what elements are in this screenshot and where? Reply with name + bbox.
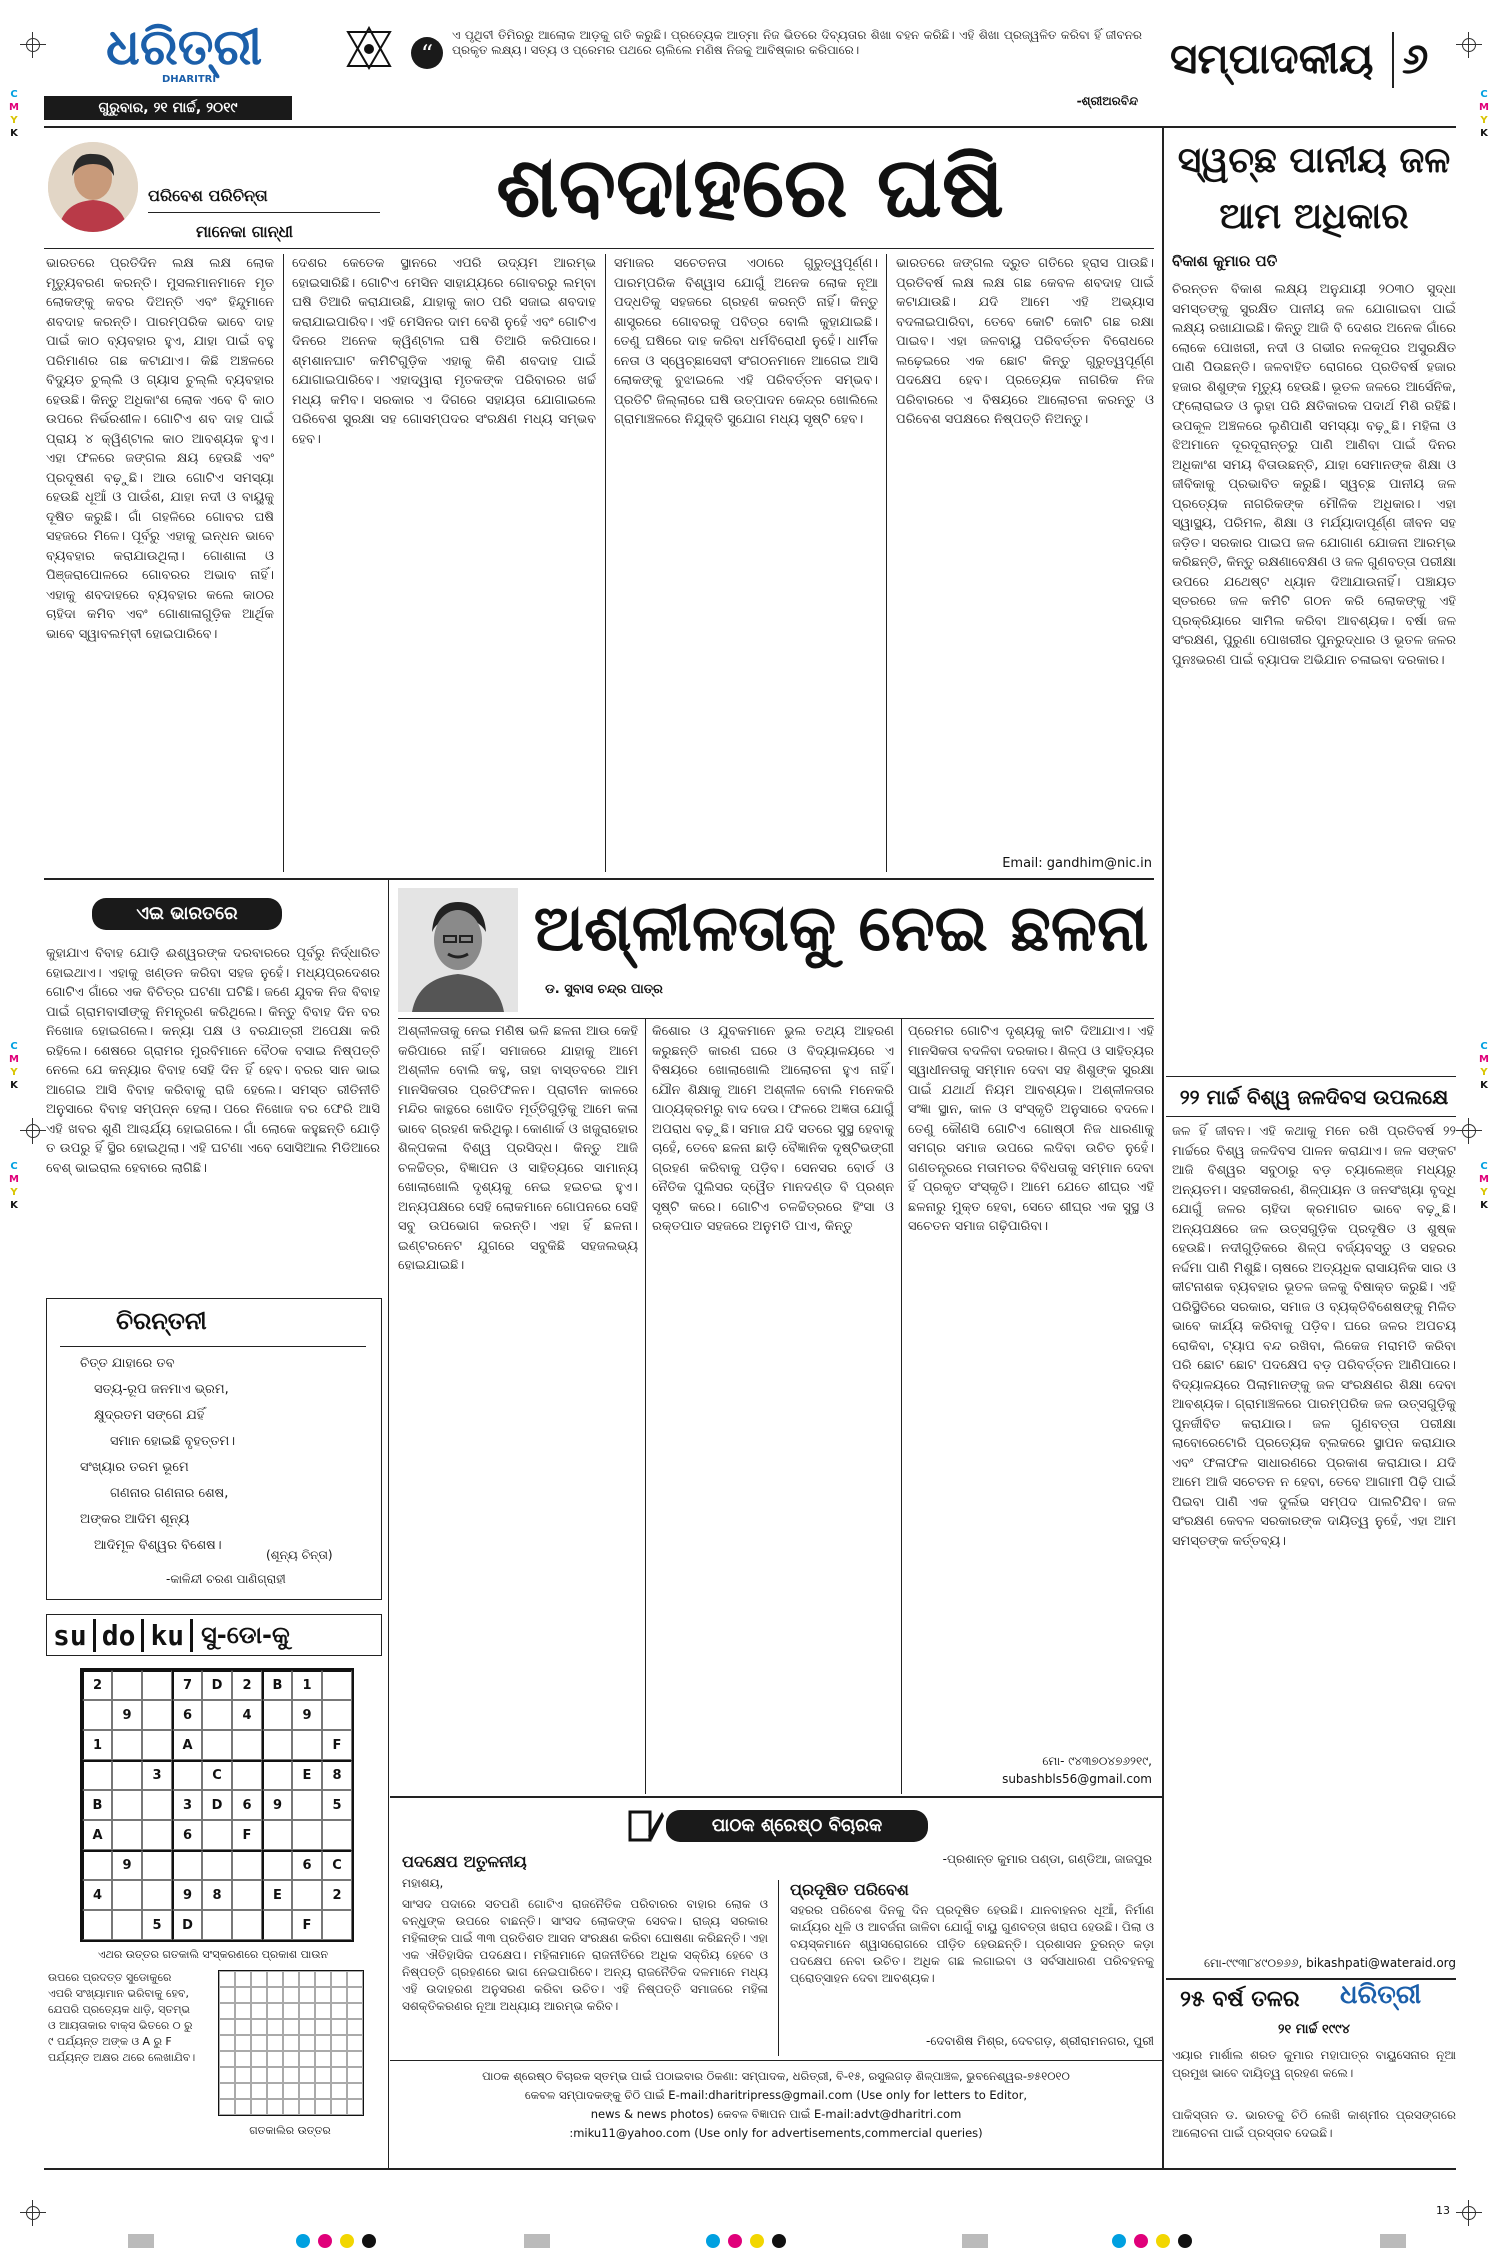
answer-cell xyxy=(219,2035,235,2051)
sudoku-cell[interactable]: F xyxy=(292,1910,322,1940)
print-page-number: 13 xyxy=(1436,2204,1450,2217)
cmyk-marker: C M Y K xyxy=(9,1161,19,1211)
answer-cell xyxy=(283,2003,299,2019)
page-number: ୬ xyxy=(1402,34,1429,83)
sudoku-cell[interactable]: 3 xyxy=(172,1790,202,1820)
cmyk-marker: C M Y K xyxy=(1479,89,1489,139)
twenty-five-years-date: ୨୧ ମାର୍ଚ୍ଚ ୧୯୯୪ xyxy=(1278,2022,1350,2037)
cyan-swatch xyxy=(296,2234,310,2248)
sudoku-cell[interactable] xyxy=(112,1820,142,1850)
sudoku-cell[interactable] xyxy=(232,1760,262,1790)
second-article-contact: ମୋ- ୯୪୩୭୦୪୭୬୨୧୯, xyxy=(1042,1754,1152,1768)
answer-cell xyxy=(235,2067,251,2083)
edition-date: ଗୁରୁବାର, ୨୧ ମାର୍ଚ୍ଚ, ୨୦୧୯ xyxy=(98,100,238,116)
answer-cell xyxy=(299,1971,315,1987)
sudoku-cell[interactable] xyxy=(82,1760,112,1790)
answer-cell xyxy=(331,2099,347,2115)
sudoku-footer: ଏଥର ଉତ୍ତର ଗତକାଲି ସଂସ୍କରଣରେ ପ୍ରକାଶ ପାଉନ xyxy=(97,1948,329,1961)
answer-cell xyxy=(315,2099,331,2115)
answer-cell xyxy=(267,2067,283,2083)
answer-cell xyxy=(299,2067,315,2083)
magenta-swatch xyxy=(1134,2234,1148,2248)
answer-cell xyxy=(267,2019,283,2035)
pathaka-heading: ପାଠକ ଶ୍ରେଷ୍ଠ ବିଚାରକ xyxy=(666,1810,928,1842)
sudoku-cell[interactable]: 9 xyxy=(262,1790,292,1820)
newspaper-logo-sub: DHARITRI xyxy=(162,74,217,85)
answer-cell xyxy=(235,2099,251,2115)
answer-cell xyxy=(235,2051,251,2067)
sudoku-cell[interactable] xyxy=(292,1820,322,1850)
answer-cell xyxy=(283,2019,299,2035)
answer-cell xyxy=(283,2051,299,2067)
answer-cell xyxy=(267,2035,283,2051)
answer-cell xyxy=(331,2035,347,2051)
sudoku-cell[interactable] xyxy=(262,1760,292,1790)
answer-cell xyxy=(299,2051,315,2067)
pen-icon xyxy=(626,1806,666,1846)
poem-line: ଅଙ୍କର ଆଦିମ ଶୂନ୍ୟ xyxy=(80,1512,190,1527)
main-article-col-1: ଭାରତରେ ପ୍ରତିଦିନ ଲକ୍ଷ ଲକ୍ଷ ଲୋକ ମୃତ୍ୟୁବରଣ କରନ୍ତି। ମୁସଲମାନମାନେ ମୃତ ଲୋକଙ୍କୁ କବର ଦିଅନ୍ତି ଏବଂ ହିନ୍ଦୁମାନେ ଶବଦାହ କରନ୍ତି। ପାରମ୍ପରିକ ଭାବେ ଦାହ ପାଇଁ କାଠ ବ୍ୟବହାର ହୁଏ, ଯାହା ପାଇଁ ବହୁ ପରିମାଣର ଗଛ କଟାଯାଏ। କିଛି ଅଞ୍ଚଳରେ ବିଦ୍ୟୁତ ଚୁଲ୍ଲି ଓ ଗ୍ୟାସ ଚୁଲ୍ଲି ବ୍ୟବହାର ହେଉଛି। କିନ୍ତୁ ଅଧିକାଂଶ ଲୋକ ଏବେ ବି କାଠ ଉପରେ ନିର୍ଭରଶୀଳ। ଗୋଟିଏ ଶବ ଦାହ ପାଇଁ ପ୍ରାୟ ୪ କ୍ୱିଣ୍ଟାଲ କାଠ ଆବଶ୍ୟକ ହୁଏ। ଏହା ଫଳରେ ଜଙ୍ଗଲ କ୍ଷୟ ହେଉଛି ଏବଂ ପ୍ରଦୂଷଣ ବଢ଼ୁଛି। ଆଉ ଗୋଟିଏ ସମସ୍ୟା ହେଉଛି ଧୂଆଁ ଓ ପାଉଁଶ, ଯାହା ନଦୀ ଓ ବାୟୁକୁ ଦୂଷିତ କରୁଛି। ଗାଁ ଗହଳିରେ ଗୋବର ଘଷି ସହଜରେ ମିଳେ। ପୂର୍ବରୁ ଏହାକୁ ଇନ୍ଧନ ଭାବେ ବ୍ୟବହାର କରାଯାଉଥିଲା। ଗୋଶାଳା ଓ ପିଞ୍ଜରାପୋଳରେ ଗୋବରର ଅଭାବ ନାହିଁ। ଏହାକୁ ଶବଦାହରେ ବ୍ୟବହାର କଲେ କାଠର ଚାହିଦା କମିବ ଏବଂ ଗୋଶାଳାଗୁଡ଼ିକ ଆର୍ଥିକ ଭାବେ ସ୍ୱାବଲମ୍ବୀ ହୋଇପାରିବେ। xyxy=(46,256,274,642)
registration-mark xyxy=(20,1118,46,1144)
sudoku-cell[interactable]: 1 xyxy=(82,1730,112,1760)
answer-cell xyxy=(251,2019,267,2035)
sudoku-cell[interactable] xyxy=(142,1880,172,1910)
main-article-email: Email: gandhim@nic.in xyxy=(1002,856,1152,871)
letter-1-title: ପଦକ୍ଷେପ ଅତୁଳନୀୟ xyxy=(402,1852,527,1871)
daily-quote-author: -ଶ୍ରୀଅରବିନ୍ଦ xyxy=(1076,94,1138,108)
sudoku-cell[interactable]: 1 xyxy=(292,1670,322,1700)
answer-cell xyxy=(315,1987,331,2003)
second-article-email: subashbls56@gmail.com xyxy=(1002,1772,1152,1786)
sudoku-cell[interactable] xyxy=(292,1880,322,1910)
answer-cell xyxy=(251,1971,267,1987)
masthead xyxy=(44,18,1456,128)
cmyk-marker: C M Y K xyxy=(1479,1161,1489,1211)
answer-cell xyxy=(299,2019,315,2035)
answer-cell xyxy=(219,2019,235,2035)
answer-cell xyxy=(347,2051,363,2067)
sudoku-cell[interactable]: D xyxy=(202,1670,232,1700)
sudoku-cell[interactable] xyxy=(112,1670,142,1700)
sudoku-title-ku: ku xyxy=(144,1619,193,1652)
author-photo xyxy=(398,888,518,1012)
cmyk-marker: C M Y K xyxy=(9,1041,19,1091)
sudoku-cell[interactable] xyxy=(262,1700,292,1730)
poem-line: ଚିତ୍ତ ଯାହାରେ ତବ xyxy=(80,1356,175,1371)
answer-cell xyxy=(251,2083,267,2099)
registration-mark xyxy=(1456,2200,1482,2226)
answer-cell xyxy=(251,2067,267,2083)
answer-cell xyxy=(347,2035,363,2051)
star-emblem-icon xyxy=(342,26,396,70)
sudoku-title xyxy=(46,1614,382,1656)
sudoku-answer-label: ଗତକାଲିର ଉତ୍ତର xyxy=(249,2124,331,2137)
letter-1-body: ସାଂସଦ ପଦାରେ ସତପଣି ଗୋଟିଏ ରାଜନୈତିକ ପରିବାରର ବାହାର ଲୋକ ଓ ବନ୍ଧୁଙ୍କ ଉପରେ ବାଛନ୍ତି। ସାଂସଦ ଲୋକଙ୍କ ସେବକ। ରାଜ୍ୟ ସରକାର ମହିଳାଙ୍କ ପାଇଁ ୩୩ ପ୍ରତିଶତ ଆସନ ସଂରକ୍ଷଣ କରିବା ଘୋଷଣା କରିଛନ୍ତି। ଏହା ଏକ ଐତିହାସିକ ପଦକ୍ଷେପ। ମହିଳାମାନେ ରାଜନୀତିରେ ଅଧିକ ସକ୍ରିୟ ହେବେ ଓ ନିଷ୍ପତ୍ତି ଗ୍ରହଣରେ ଭାଗ ନେଇପାରିବେ। ଅନ୍ୟ ରାଜନୈତିକ ଦଳମାନେ ମଧ୍ୟ ଏହି ଉଦାହରଣ ଅନୁସରଣ କରିବା ଉଚିତ। ଏହି ନିଷ୍ପତ୍ତି ସମାଜରେ ମହିଳା ସଶକ୍ତିକରଣର ନୂଆ ଅଧ୍ୟାୟ ଆରମ୍ଭ କରିବ। xyxy=(402,1897,768,2013)
poem-line: ଆଦିମୂଳ ବିଶ୍ୱର ବିଶେଷ। xyxy=(94,1538,222,1553)
sudoku-cell[interactable]: E xyxy=(292,1760,322,1790)
chirantani-heading: ଚିରନ୍ତନୀ xyxy=(116,1306,207,1335)
sudoku-cell[interactable] xyxy=(232,1850,262,1880)
sudoku-cell[interactable]: C xyxy=(202,1760,232,1790)
sudoku-cell[interactable] xyxy=(142,1790,172,1820)
sudoku-cell[interactable] xyxy=(112,1910,142,1940)
sudoku-cell[interactable]: 8 xyxy=(322,1760,352,1790)
answer-cell xyxy=(299,2003,315,2019)
poem-source: (ଶୂନ୍ୟ ଚିନ୍ତା) xyxy=(266,1548,333,1562)
answer-cell xyxy=(331,2051,347,2067)
sudoku-cell[interactable] xyxy=(202,1910,232,1940)
sudoku-cell[interactable]: 9 xyxy=(292,1700,322,1730)
answer-cell xyxy=(267,2083,283,2099)
answer-cell xyxy=(331,1971,347,1987)
answer-cell xyxy=(251,2099,267,2115)
answer-cell xyxy=(315,2003,331,2019)
sudoku-cell[interactable] xyxy=(82,1700,112,1730)
sudoku-cell[interactable]: 5 xyxy=(142,1910,172,1940)
answer-cell xyxy=(267,1987,283,2003)
poem-line: ସଂଖ୍ୟାର ତରମ ଭୂମେ xyxy=(80,1460,189,1475)
poem-line: ସମାନ ହୋଇଛି ବୃହତ୍ତମ। xyxy=(110,1434,236,1449)
side-article-body: ଚିରନ୍ତନ ବିକାଶ ଲକ୍ଷ୍ୟ ଅନୁଯାୟୀ ୨୦୩୦ ସୁଦ୍ଧା ସମସ୍ତଙ୍କୁ ସୁରକ୍ଷିତ ପାନୀୟ ଜଳ ଯୋଗାଇବା ପାଇଁ ଲକ୍ଷ୍ୟ ରଖାଯାଇଛି। କିନ୍ତୁ ଆଜି ବି ଦେଶର ଅନେକ ଗାଁରେ ଲୋକେ ପୋଖରୀ, ନଦୀ ଓ ଗଭୀର ନଳକୂପର ଅସୁରକ୍ଷିତ ପାଣି ପିଉଛନ୍ତି। ଜଳବାହିତ ରୋଗରେ ପ୍ରତିବର୍ଷ ହଜାର ହଜାର ଶିଶୁଙ୍କ ମୃତ୍ୟୁ ହେଉଛି। ଭୂତଳ ଜଳରେ ଆର୍ସେନିକ, ଫ୍ଲୋରାଇଡ ଓ ଲୁହା ପରି କ୍ଷତିକାରକ ପଦାର୍ଥ ମିଶି ରହିଛି। ଉପକୂଳ ଅଞ୍ଚଳରେ ଲୁଣିପାଣି ସମସ୍ୟା ବଢ଼ୁଛି। ମହିଳା ଓ ଝିଅମାନେ ଦୂରଦୂରାନ୍ତରୁ ପାଣି ଆଣିବା ପାଇଁ ଦିନର ଅଧିକାଂଶ ସମୟ ବିତାଉଛନ୍ତି, ଯାହା ସେମାନଙ୍କ ଶିକ୍ଷା ଓ ଜୀବିକାକୁ ପ୍ରଭାବିତ କରୁଛି। ସ୍ୱଚ୍ଛ ପାନୀୟ ଜଳ ପ୍ରତ୍ୟେକ ନାଗରିକଙ୍କ ମୌଳିକ ଅଧିକାର। ଏହା ସ୍ୱାସ୍ଥ୍ୟ, ପରିମଳ, ଶିକ୍ଷା ଓ ମର୍ଯ୍ୟାଦାପୂର୍ଣ୍ଣ ଜୀବନ ସହ ଜଡ଼ିତ। ସରକାର ପାଇପ ଜଳ ଯୋଗାଣ ଯୋଜନା ଆରମ୍ଭ କରିଛନ୍ତି, କିନ୍ତୁ ରକ୍ଷଣାବେକ୍ଷଣ ଓ ଜଳ ଗୁଣବତ୍ତା ପରୀକ୍ଷା ଉପରେ ଯଥେଷ୍ଟ ଧ୍ୟାନ ଦିଆଯାଉନାହିଁ। ପଞ୍ଚାୟତ ସ୍ତରରେ ଜଳ କମିଟି ଗଠନ କରି ଲୋକଙ୍କୁ ଏହି ପ୍ରକ୍ରିୟାରେ ସାମିଲ କରିବା ଆବଶ୍ୟକ। ବର୍ଷା ଜଳ ସଂରକ୍ଷଣ, ପୁରୁଣା ପୋଖରୀର ପୁନରୁଦ୍ଧାର ଓ ଭୂତଳ ଜଳର ପୁନଃଭରଣ ପାଇଁ ବ୍ୟାପକ ଅଭିଯାନ ଚଳାଇବା ଦରକାର। xyxy=(1172,282,1456,668)
answer-cell xyxy=(331,1987,347,2003)
sudoku-cell[interactable]: A xyxy=(82,1820,112,1850)
sudoku-cell[interactable] xyxy=(82,1850,112,1880)
main-article-col-4: ଭାରତରେ ଜଙ୍ଗଲ ଦ୍ରୁତ ଗତିରେ ହ୍ରାସ ପାଉଛି। ପ୍ରତିବର୍ଷ ଲକ୍ଷ ଲକ୍ଷ ଗଛ କେବଳ ଶବଦାହ ପାଇଁ କଟାଯାଉଛି। ଯଦି ଆମେ ଏହି ଅଭ୍ୟାସ ବଦଳାଇପାରିବା, ତେବେ କୋଟି କୋଟି ଗଛ ରକ୍ଷା ପାଇବ। ଏହା ଜଳବାୟୁ ପରିବର୍ତ୍ତନ ବିରୋଧରେ ଲଢ଼େଇରେ ଏକ ଛୋଟ କିନ୍ତୁ ଗୁରୁତ୍ୱପୂର୍ଣ୍ଣ ପଦକ୍ଷେପ ହେବ। ପ୍ରତ୍ୟେକ ନାଗରିକ ନିଜ ପରିବାରରେ ଏ ବିଷୟରେ ଆଲୋଚନା କରନ୍ତୁ ଓ ପରିବେଶ ସପକ୍ଷରେ ନିଷ୍ପତ୍ତି ନିଅନ୍ତୁ। xyxy=(896,256,1154,427)
sudoku-cell[interactable]: 6 xyxy=(172,1820,202,1850)
sudoku-cell[interactable]: 9 xyxy=(172,1880,202,1910)
registration-mark xyxy=(1456,32,1482,58)
answer-cell xyxy=(315,2051,331,2067)
answer-cell xyxy=(347,2003,363,2019)
sudoku-cell[interactable] xyxy=(172,1850,202,1880)
answer-cell xyxy=(251,1987,267,2003)
answer-cell xyxy=(315,2019,331,2035)
sudoku-cell[interactable]: 8 xyxy=(202,1880,232,1910)
answer-cell xyxy=(251,2051,267,2067)
sudoku-cell[interactable] xyxy=(322,1700,352,1730)
sudoku-cell[interactable]: 6 xyxy=(232,1790,262,1820)
sudoku-cell[interactable] xyxy=(112,1880,142,1910)
twenty-five-years-logo: ଧରିତ୍ରୀ xyxy=(1340,1980,1422,2010)
answer-cell xyxy=(315,1971,331,1987)
cmyk-marker: C M Y K xyxy=(1479,1041,1489,1091)
main-article-col-3: ସମାଜର ସଚେତନତା ଏଠାରେ ଗୁରୁତ୍ୱପୂର୍ଣ୍ଣ। ପାରମ୍ପରିକ ବିଶ୍ୱାସ ଯୋଗୁଁ ଅନେକ ଲୋକ ନୂଆ ପଦ୍ଧତିକୁ ସହଜରେ ଗ୍ରହଣ କରନ୍ତି ନାହିଁ। କିନ୍ତୁ ଶାସ୍ତ୍ରରେ ଗୋବରକୁ ପବିତ୍ର ବୋଲି କୁହାଯାଇଛି। ତେଣୁ ଘଷିରେ ଦାହ କରିବା ଧର୍ମବିରୋଧୀ ନୁହେଁ। ଧାର୍ମିକ ନେତା ଓ ସ୍ୱେଚ୍ଛାସେବୀ ସଂଗଠନମାନେ ଆଗେଇ ଆସି ଲୋକଙ୍କୁ ବୁଝାଇଲେ ଏହି ପରିବର୍ତ୍ତନ ସମ୍ଭବ। ପ୍ରତିଟି ଜିଲ୍ଲାରେ ଘଷି ଉତ୍ପାଦନ କେନ୍ଦ୍ର ଖୋଲିଲେ ଗ୍ରାମାଞ୍ଚଳରେ ନିଯୁକ୍ତି ସୁଯୋଗ ମଧ୍ୟ ସୃଷ୍ଟି ହେବ। xyxy=(614,256,878,427)
side-headline-line2: ଆମ ଅଧିକାର xyxy=(1219,195,1409,237)
sudoku-cell[interactable]: E xyxy=(262,1880,292,1910)
sudoku-cell[interactable] xyxy=(112,1790,142,1820)
grey-patch xyxy=(128,2234,154,2248)
ei-bharatre-heading: ଏଇ ଭାରତରେ xyxy=(92,898,282,930)
answer-cell xyxy=(347,2083,363,2099)
black-swatch xyxy=(772,2234,786,2248)
answer-cell xyxy=(331,2019,347,2035)
side-contact: ମୋ-୯୯୩୮୪୯୦୭୬୬, bikashpati@wateraid.org xyxy=(1204,1956,1456,1970)
sudoku-cell[interactable] xyxy=(202,1730,232,1760)
water-day-heading: ୨୨ ମାର୍ଚ୍ଚ ବିଶ୍ୱ ଜଳଦିବସ ଉପଲକ୍ଷେ xyxy=(1179,1085,1449,1109)
black-swatch xyxy=(362,2234,376,2248)
grey-patch xyxy=(524,2234,550,2248)
letter-1-sign: -ପ୍ରଶାନ୍ତ କୁମାର ପଣ୍ଡା, ଗଣ୍ଡିଆ, ଜାଜପୁର xyxy=(942,1852,1152,1866)
sudoku-cell[interactable] xyxy=(202,1700,232,1730)
ei-bharatre-body: କୁହାଯାଏ ବିବାହ ଯୋଡ଼ି ଈଶ୍ୱରଙ୍କ ଦରବାରରେ ପୂର୍ବରୁ ନିର୍ଦ୍ଧାରିତ ହୋଇଥାଏ। ଏହାକୁ ଖଣ୍ଡନ କରିବା ସହଜ ନୁହେଁ। ମଧ୍ୟପ୍ରଦେଶର ଗୋଟିଏ ଗାଁରେ ଏକ ବିଚିତ୍ର ଘଟଣା ଘଟିଛି। ଜଣେ ଯୁବକ ନିଜ ବିବାହ ପାଇଁ ଗ୍ରାମବାସୀଙ୍କୁ ନିମନ୍ତ୍ରଣ କରିଥିଲେ। କିନ୍ତୁ ବିବାହ ଦିନ ବର ନିଖୋଜ ହୋଇଗଲେ। କନ୍ୟା ପକ୍ଷ ଓ ବରଯାତ୍ରୀ ଅପେକ୍ଷା କରି ରହିଲେ। ଶେଷରେ ଗ୍ରାମର ମୁରବିମାନେ ବୈଠକ ବସାଇ ନିଷ୍ପତ୍ତି ନେଲେ ଯେ କନ୍ୟାର ବିବାହ ସେହି ଦିନ ହିଁ ହେବ। ବରର ସାନ ଭାଇ ଆଗେଇ ଆସି ବିବାହ କରିବାକୁ ରାଜି ହେଲେ। ସମସ୍ତ ରୀତିନୀତି ଅନୁସାରେ ବିବାହ ସମ୍ପନ୍ନ ହେଲା। ପରେ ନିଖୋଜ ବର ଫେରି ଆସି ଏହି ଖବର ଶୁଣି ଆଶ୍ଚର୍ଯ୍ୟ ହୋଇଗଲେ। ଗାଁ ଲୋକେ କହୁଛନ୍ତି ଯୋଡ଼ି ତ ଉପରୁ ହିଁ ସ୍ଥିର ହୋଇଥିଲା। ଏହି ଘଟଣା ଏବେ ସୋସିଆଲ ମିଡିଆରେ ବେଶ୍ ଭାଇରାଲ ହେବାରେ ଲାଗିଛି। xyxy=(46,946,380,1176)
poem-line: କ୍ଷୁଦ୍ରତମ ସଙ୍ଗେ ଯହିଁ xyxy=(94,1408,205,1423)
sudoku-cell[interactable] xyxy=(202,1850,232,1880)
answer-cell xyxy=(267,2051,283,2067)
answer-cell xyxy=(267,2003,283,2019)
twenty-five-years-item: ପାକିସ୍ତାନ ଡ. ଭାରତକୁ ଚିଠି ଲେଖି କାଶ୍ମୀର ପ୍ରସଙ୍ଗରେ ଆଲୋଚନା ପାଇଁ ପ୍ରସ୍ତାବ ଦେଇଛି। xyxy=(1172,2108,1456,2140)
magenta-swatch xyxy=(318,2234,332,2248)
sudoku-title-do: do xyxy=(96,1619,145,1652)
black-swatch xyxy=(1178,2234,1192,2248)
answer-cell xyxy=(283,2083,299,2099)
sudoku-cell[interactable]: B xyxy=(262,1670,292,1700)
cyan-swatch xyxy=(706,2234,720,2248)
answer-cell xyxy=(251,2035,267,2051)
sudoku-cell[interactable]: 7 xyxy=(172,1670,202,1700)
answer-cell xyxy=(347,2099,363,2115)
magenta-swatch xyxy=(728,2234,742,2248)
answer-cell xyxy=(219,2051,235,2067)
sudoku-cell[interactable] xyxy=(112,1760,142,1790)
sudoku-cell[interactable] xyxy=(262,1730,292,1760)
answer-cell xyxy=(219,2067,235,2083)
registration-mark xyxy=(1456,1118,1482,1144)
grey-patch xyxy=(1380,2234,1406,2248)
sudoku-cell[interactable]: 4 xyxy=(232,1700,262,1730)
answer-cell xyxy=(283,2035,299,2051)
sudoku-cell[interactable] xyxy=(262,1820,292,1850)
sudoku-cell[interactable] xyxy=(292,1730,322,1760)
water-day-body: ଜଳ ହିଁ ଜୀବନ। ଏହି କଥାକୁ ମନେ ରଖି ପ୍ରତିବର୍ଷ ୨୨ ମାର୍ଚ୍ଚରେ ବିଶ୍ୱ ଜଳଦିବସ ପାଳନ କରାଯାଏ। ଜଳ ସଙ୍କଟ ଆଜି ବିଶ୍ୱର ସବୁଠାରୁ ବଡ଼ ଚ୍ୟାଲେଞ୍ଜ ମଧ୍ୟରୁ ଅନ୍ୟତମ। ସହରୀକରଣ, ଶିଳ୍ପାୟନ ଓ ଜନସଂଖ୍ୟା ବୃଦ୍ଧି ଯୋଗୁଁ ଜଳର ଚାହିଦା କ୍ରମାଗତ ଭାବେ ବଢ଼ୁଛି। ଅନ୍ୟପକ୍ଷରେ ଜଳ ଉତ୍ସଗୁଡ଼ିକ ପ୍ରଦୂଷିତ ଓ ଶୁଷ୍କ ହେଉଛି। ନଦୀଗୁଡ଼ିକରେ ଶିଳ୍ପ ବର୍ଜ୍ୟବସ୍ତୁ ଓ ସହରର ନର୍ଦ୍ଦମା ପାଣି ମିଶୁଛି। ଚାଷରେ ଅତ୍ୟଧିକ ରାସାୟନିକ ସାର ଓ କୀଟନାଶକ ବ୍ୟବହାର ଭୂତଳ ଜଳକୁ ବିଷାକ୍ତ କରୁଛି। ଏହି ପରିସ୍ଥିତିରେ ସରକାର, ସମାଜ ଓ ବ୍ୟକ୍ତିବିଶେଷଙ୍କୁ ମିଳିତ ଭାବେ କାର୍ଯ୍ୟ କରିବାକୁ ପଡ଼ିବ। ଘରେ ଜଳର ଅପଚୟ ରୋକିବା, ଟ୍ୟାପ ବନ୍ଦ ରଖିବା, ଲିକେଜ ମରାମତି କରିବା ପରି ଛୋଟ ଛୋଟ ପଦକ୍ଷେପ ବଡ଼ ପରିବର୍ତ୍ତନ ଆଣିପାରେ। ବିଦ୍ୟାଳୟରେ ପିଲାମାନଙ୍କୁ ଜଳ ସଂରକ୍ଷଣର ଶିକ୍ଷା ଦେବା ଆବଶ୍ୟକ। ଗ୍ରାମାଞ୍ଚଳରେ ପାରମ୍ପରିକ ଜଳ ଉତ୍ସଗୁଡ଼ିକୁ ପୁନର୍ଜୀବିତ କରାଯାଉ। ଜଳ ଗୁଣବତ୍ତା ପରୀକ୍ଷା ଲାବୋରେଟୋରି ପ୍ରତ୍ୟେକ ବ୍ଲକରେ ସ୍ଥାପନ କରାଯାଉ ଏବଂ ଫଳାଫଳ ସାଧାରଣରେ ପ୍ରକାଶ କରାଯାଉ। ଯଦି ଆମେ ଆଜି ସଚେତନ ନ ହେବା, ତେବେ ଆଗାମୀ ପିଢ଼ି ପାଇଁ ପିଇବା ପାଣି ଏକ ଦୁର୍ଲଭ ସମ୍ପଦ ପାଲଟିଯିବ। ଜଳ ସଂରକ୍ଷଣ କେବଳ ସରକାରଙ୍କ ଦାୟିତ୍ୱ ନୁହେଁ, ଏହା ଆମ ସମସ୍ତଙ୍କ କର୍ତ୍ତବ୍ୟ। xyxy=(1172,1124,1456,1549)
answer-cell xyxy=(315,2083,331,2099)
answer-cell xyxy=(347,1987,363,2003)
cyan-swatch xyxy=(1112,2234,1126,2248)
answer-cell xyxy=(331,2003,347,2019)
poem-line: ସତ୍ୟ-ରୂପ ଜନମାଏ ଭ୍ରମ, xyxy=(94,1382,229,1397)
answer-cell xyxy=(347,1971,363,1987)
poem-line: ଗଣନାର ଗଣନାର ଶେଷ, xyxy=(110,1486,229,1501)
answer-cell xyxy=(235,1971,251,1987)
sudoku-cell[interactable] xyxy=(232,1880,262,1910)
answer-cell xyxy=(235,2003,251,2019)
second-author: ଡ. ସୁବାସ ଚନ୍ଦ୍ର ପାତ୍ର xyxy=(545,982,663,997)
sudoku-cell[interactable]: 9 xyxy=(112,1850,142,1880)
pathaka-footer-3: news & news photos) କେବଳ ବିଜ୍ଞାପନ ପାଇଁ E-mail:advt@dharitri.com xyxy=(590,2107,962,2121)
sudoku-cell[interactable]: D xyxy=(202,1790,232,1820)
yellow-swatch xyxy=(1156,2234,1170,2248)
grey-patch xyxy=(962,2234,988,2248)
answer-cell xyxy=(299,1987,315,2003)
newspaper-logo: ଧରିତ୍ରୀ xyxy=(106,17,263,76)
answer-cell xyxy=(235,2083,251,2099)
sudoku-cell[interactable] xyxy=(232,1730,262,1760)
registration-mark xyxy=(20,32,46,58)
sudoku-cell[interactable]: D xyxy=(172,1910,202,1940)
sudoku-cell[interactable] xyxy=(82,1910,112,1940)
letter-2-sign: -ଦେବାଶିଷ ମିଶ୍ର, ଦେବଗଡ଼, ଶ୍ରୀରାମନଗର, ପୁରୀ xyxy=(926,2034,1154,2048)
yellow-swatch xyxy=(750,2234,764,2248)
sudoku-cell[interactable] xyxy=(292,1790,322,1820)
answer-cell xyxy=(315,2067,331,2083)
sudoku-cell[interactable] xyxy=(142,1820,172,1850)
answer-cell xyxy=(219,1971,235,1987)
answer-cell xyxy=(219,2099,235,2115)
answer-cell xyxy=(283,1987,299,2003)
second-article-col-1: ଅଶ୍ଳୀଳତାକୁ ନେଇ ମଣିଷ ଭଳି ଛଳନା ଆଉ କେହି କରିପାରେ ନାହିଁ। ସମାଜରେ ଯାହାକୁ ଆମେ ଅଶ୍ଳୀଳ ବୋଲି କହୁ, ତାହା ବାସ୍ତବରେ ଆମ ମାନସିକତାର ପ୍ରତିଫଳନ। ପ୍ରାଚୀନ କାଳରେ ମନ୍ଦିର କାନ୍ଥରେ ଖୋଦିତ ମୂର୍ତ୍ତିଗୁଡ଼ିକୁ ଆମେ କଳା ଭାବେ ଗ୍ରହଣ କରିଥିଲୁ। କୋଣାର୍କ ଓ ଖଜୁରାହୋର ଶିଳ୍ପକଳା ବିଶ୍ୱ ପ୍ରସିଦ୍ଧ। କିନ୍ତୁ ଆଜି ଚଳଚ୍ଚିତ୍ର, ବିଜ୍ଞାପନ ଓ ସାହିତ୍ୟରେ ସାମାନ୍ୟ ଖୋଲାଖୋଲି ଦୃଶ୍ୟକୁ ନେଇ ହଇଚଇ ହୁଏ। ଅନ୍ୟପକ୍ଷରେ ସେହି ଲୋକମାନେ ଗୋପନରେ ସେହି ସବୁ ଉପଭୋଗ କରନ୍ତି। ଏହା ହିଁ ଛଳନା। ଇଣ୍ଟରନେଟ ଯୁଗରେ ସବୁକିଛି ସହଜଲଭ୍ୟ ହୋଇଯାଇଛି। xyxy=(398,1024,638,1273)
answer-cell xyxy=(331,2067,347,2083)
answer-cell xyxy=(267,2099,283,2115)
registration-mark xyxy=(20,2200,46,2226)
answer-cell xyxy=(299,2035,315,2051)
sudoku-cell[interactable]: 4 xyxy=(82,1880,112,1910)
letter-2-body: ସହରର ପରିବେଶ ଦିନକୁ ଦିନ ପ୍ରଦୂଷିତ ହେଉଛି। ଯାନବାହନର ଧୂଆଁ, ନିର୍ମାଣ କାର୍ଯ୍ୟର ଧୂଳି ଓ ଆବର୍ଜନା ଜାଳିବା ଯୋଗୁଁ ବାୟୁ ଗୁଣବତ୍ତା ଖରାପ ହେଉଛି। ପିଲା ଓ ବୟସ୍କମାନେ ଶ୍ୱାସରୋଗରେ ପୀଡ଼ିତ ହେଉଛନ୍ତି। ପ୍ରଶାସନ ତୁରନ୍ତ କଡ଼ା ପଦକ୍ଷେପ ନେବା ଉଚିତ। ଅଧିକ ଗଛ ଲଗାଇବା ଓ ସର୍ବସାଧାରଣ ପରିବହନକୁ ପ୍ରୋତ୍ସାହନ ଦେବା ଆବଶ୍ୟକ। xyxy=(790,1903,1154,1985)
sudoku-cell[interactable] xyxy=(142,1730,172,1760)
sudoku-cell[interactable]: 6 xyxy=(292,1850,322,1880)
main-article-col-2: ଦେଶର କେତେକ ସ୍ଥାନରେ ଏପରି ଉଦ୍ୟମ ଆରମ୍ଭ ହୋଇସାରିଛି। ଗୋଟିଏ ମେସିନ ସାହାଯ୍ୟରେ ଗୋବରରୁ ଲମ୍ବା ଘଷି ତିଆରି କରାଯାଉଛି, ଯାହାକୁ କାଠ ପରି ସଜାଇ ଶବଦାହ କରାଯାଇପାରିବ। ଏହି ମେସିନର ଦାମ ବେଶି ନୁହେଁ ଏବଂ ଗୋଟିଏ ଦିନରେ ଅନେକ କ୍ୱିଣ୍ଟାଲ ଘଷି ତିଆରି କରିପାରେ। ଶ୍ମଶାନଘାଟ କମିଟିଗୁଡ଼ିକ ଏହାକୁ କିଣି ଶବଦାହ ପାଇଁ ଯୋଗାଇପାରିବେ। ଏହାଦ୍ୱାରା ମୃତକଙ୍କ ପରିବାରର ଖର୍ଚ୍ଚ ମଧ୍ୟ କମିବ। ସରକାର ଏ ଦିଗରେ ସହାୟତା ଯୋଗାଇଲେ ପରିବେଶ ସୁରକ୍ଷା ସହ ଗୋସମ୍ପଦର ସଂରକ୍ଷଣ ମଧ୍ୟ ସମ୍ଭବ ହେବ। xyxy=(292,256,596,447)
column-label: ପରିବେଶ ପରିଚିନ୍ତା xyxy=(148,186,268,205)
answer-cell xyxy=(299,2099,315,2115)
daily-quote: ଏ ପୃଥିବୀ ତିମିରରୁ ଆଲୋକ ଆଡ଼କୁ ଗତି କରୁଛି। ପ୍ରତ୍ୟେକ ଆତ୍ମା ନିଜ ଭିତରେ ଦିବ୍ୟତାର ଶିଖା ବହନ କରିଛି। ଏହି ଶିଖା ପ୍ରଜ୍ୱଳିତ କରିବା ହିଁ ଜୀବନର ପ୍ରକୃତ ଲକ୍ଷ୍ୟ। ସତ୍ୟ ଓ ପ୍ରେମର ପଥରେ ଚାଲିଲେ ମଣିଷ ନିଜକୁ ଆବିଷ୍କାର କରିପାରେ। xyxy=(452,28,1142,57)
sudoku-cell[interactable] xyxy=(112,1730,142,1760)
answer-cell xyxy=(219,1987,235,2003)
sudoku-rules: ଉପରେ ପ୍ରଦତ୍ତ ସୁଡୋକୁରେ ଏପରି ସଂଖ୍ୟାମାନ ଭରିବାକୁ ହେବ, ଯେପରି ପ୍ରତ୍ୟେକ ଧାଡ଼ି, ସ୍ତମ୍ଭ ଓ ଆୟତାକାର ବାକ୍ସ ଭିତରେ ୦ ରୁ ୯ ପର୍ଯ୍ୟନ୍ତ ଅଙ୍କ ଓ A ରୁ F ପର୍ଯ୍ୟନ୍ତ ଅକ୍ଷର ଥରେ ଲେଖାଯିବ। xyxy=(48,1971,196,2064)
letter-1-salute: ମହାଶୟ, xyxy=(402,1876,444,1890)
yellow-swatch xyxy=(340,2234,354,2248)
main-headline: ଶବଦାହରେ ଘଷି xyxy=(496,137,1004,236)
sudoku-title-odia: ସୁ-ଡୋ-କୁ xyxy=(201,1621,290,1649)
sudoku-cell[interactable]: F xyxy=(232,1820,262,1850)
sudoku-cell[interactable] xyxy=(202,1820,232,1850)
sudoku-cell[interactable] xyxy=(322,1820,352,1850)
sudoku-cell[interactable] xyxy=(262,1850,292,1880)
sudoku-cell[interactable] xyxy=(232,1910,262,1940)
sudoku-cell[interactable]: F xyxy=(322,1730,352,1760)
sudoku-cell[interactable]: 5 xyxy=(322,1790,352,1820)
sudoku-cell[interactable] xyxy=(142,1700,172,1730)
answer-cell xyxy=(235,2019,251,2035)
sudoku-grid[interactable] xyxy=(80,1668,354,1942)
second-article-col-2: କିଶୋର ଓ ଯୁବକମାନେ ଭୁଲ ତଥ୍ୟ ଆହରଣ କରୁଛନ୍ତି କାରଣ ଘରେ ଓ ବିଦ୍ୟାଳୟରେ ଏ ବିଷୟରେ ଖୋଲାଖୋଲି ଆଲୋଚନା ହୁଏ ନାହିଁ। ଯୌନ ଶିକ୍ଷାକୁ ଆମେ ଅଶ୍ଳୀଳ ବୋଲି ମନେକରି ପାଠ୍ୟକ୍ରମରୁ ବାଦ ଦେଉ। ଫଳରେ ଅଜ୍ଞତା ଯୋଗୁଁ ଅପରାଧ ବଢ଼ୁଛି। ସମାଜ ଯଦି ସତରେ ସୁସ୍ଥ ହେବାକୁ ଚାହେଁ, ତେବେ ଛଳନା ଛାଡ଼ି ବୈଜ୍ଞାନିକ ଦୃଷ୍ଟିଭଙ୍ଗୀ ଗ୍ରହଣ କରିବାକୁ ପଡ଼ିବ। ସେନସର ବୋର୍ଡ ଓ ନୈତିକ ପୁଲିସର ଦ୍ୱୈତ ମାନଦଣ୍ଡ ବି ପ୍ରଶ୍ନ ସୃଷ୍ଟି କରେ। ଗୋଟିଏ ଚଳଚ୍ଚିତ୍ରରେ ହିଂସା ଓ ରକ୍ତପାତ ସହଜରେ ଅନୁମତି ପାଏ, କିନ୍ତୁ xyxy=(652,1024,894,1234)
section-title: ସମ୍ପାଦକୀୟ xyxy=(1170,34,1374,83)
pathaka-footer-2: କେବଳ ସମ୍ପାଦକଙ୍କୁ ଚିଠି ପାଇଁ E-mail:dharitripress@gmail.com (Use only for letters to Editor, xyxy=(524,2088,1028,2102)
columnist-photo xyxy=(48,142,138,232)
answer-cell xyxy=(299,2083,315,2099)
second-article-col-3: ପ୍ରେମର ଗୋଟିଏ ଦୃଶ୍ୟକୁ କାଟି ଦିଆଯାଏ। ଏହି ମାନସିକତା ବଦଳିବା ଦରକାର। ଶିଳ୍ପ ଓ ସାହିତ୍ୟର ସ୍ୱାଧୀନତାକୁ ସମ୍ମାନ ଦେବା ସହ ଶିଶୁଙ୍କ ସୁରକ୍ଷା ପାଇଁ ଯଥାର୍ଥ ନିୟମ ଆବଶ୍ୟକ। ଅଶ୍ଳୀଳତାର ସଂଜ୍ଞା ସ୍ଥାନ, କାଳ ଓ ସଂସ୍କୃତି ଅନୁସାରେ ବଦଳେ। ତେଣୁ କୌଣସି ଗୋଟିଏ ଗୋଷ୍ଠୀ ନିଜ ଧାରଣାକୁ ସମଗ୍ର ସମାଜ ଉପରେ ଲଦିବା ଉଚିତ ନୁହେଁ। ଗଣତନ୍ତ୍ରରେ ମତାମତର ବିବିଧତାକୁ ସମ୍ମାନ ଦେବା ହିଁ ପ୍ରକୃତ ସଂସ୍କୃତି। ଆମେ ଯେତେ ଶୀଘ୍ର ଏହି ଛଳନାରୁ ମୁକ୍ତ ହେବା, ସେତେ ଶୀଘ୍ର ଏକ ସୁସ୍ଥ ଓ ସଚେତନ ସମାଜ ଗଢ଼ିପାରିବା। xyxy=(908,1024,1154,1234)
sudoku-cell[interactable]: 2 xyxy=(322,1880,352,1910)
answer-cell xyxy=(235,1987,251,2003)
sudoku-answer-grid xyxy=(218,1970,364,2116)
sudoku-cell[interactable] xyxy=(322,1910,352,1940)
answer-cell xyxy=(283,2099,299,2115)
columnist-name: ମାନେକା ଗାନ୍ଧୀ xyxy=(196,222,293,241)
sudoku-cell[interactable] xyxy=(262,1910,292,1940)
sudoku-cell[interactable]: 6 xyxy=(172,1700,202,1730)
sudoku-cell[interactable] xyxy=(142,1850,172,1880)
twenty-five-years-item: ଏୟାର ମାର୍ଶାଲ ଶରତ କୁମାର ମହାପାତ୍ର ବାୟୁସେନାର ନୂଆ ପ୍ରମୁଖ ଭାବେ ଦାୟିତ୍ୱ ଗ୍ରହଣ କଲେ। xyxy=(1172,2048,1456,2080)
answer-cell xyxy=(347,2067,363,2083)
sudoku-cell[interactable]: B xyxy=(82,1790,112,1820)
sudoku-cell[interactable] xyxy=(142,1670,172,1700)
answer-cell xyxy=(251,2003,267,2019)
answer-cell xyxy=(219,2003,235,2019)
quote-mark-icon xyxy=(410,36,444,70)
answer-cell xyxy=(347,2019,363,2035)
answer-cell xyxy=(267,1971,283,1987)
pathaka-footer-1: ପାଠକ ଶ୍ରେଷ୍ଠ ବିଚାରକ ସ୍ତମ୍ଭ ପାଇଁ ପଠାଇବାର ଠିକଣା: ସମ୍ପାଦକ, ଧରିତ୍ରୀ, ବି-୧୫, ରସୁଲଗଡ଼ ଶିଳ୍ପାଞ୍ଚଳ, ଭୁବନେଶ୍ୱର-୭୫୧୦୧୦ xyxy=(482,2069,1070,2083)
cmyk-marker: C M Y K xyxy=(9,89,19,139)
answer-cell xyxy=(235,2035,251,2051)
answer-cell xyxy=(331,2083,347,2099)
sudoku-title-su: su xyxy=(47,1619,96,1652)
second-headline: ଅଶ୍ଳୀଳତାକୁ ନେଇ ଛଳନା xyxy=(533,891,1149,966)
answer-cell xyxy=(315,2035,331,2051)
answer-cell xyxy=(219,2083,235,2099)
poem-author: -କାଳିନ୍ଦୀ ଚରଣ ପାଣିଗ୍ରାହୀ xyxy=(166,1572,286,1586)
pathaka-footer-4: :miku11@yahoo.com (Use only for advertisements,commercial queries) xyxy=(569,2126,983,2140)
sudoku-cell[interactable]: 2 xyxy=(232,1670,262,1700)
letter-2-title: ପ୍ରଦୂଷିତ ପରିବେଶ xyxy=(790,1880,909,1899)
sudoku-cell[interactable]: 3 xyxy=(142,1760,172,1790)
sudoku-cell[interactable]: A xyxy=(172,1730,202,1760)
side-author: ବିକାଶ କୁମାର ପତି xyxy=(1172,252,1278,270)
answer-cell xyxy=(283,1971,299,1987)
sudoku-cell[interactable] xyxy=(172,1760,202,1790)
sudoku-cell[interactable]: 9 xyxy=(112,1700,142,1730)
answer-cell xyxy=(283,2067,299,2083)
sudoku-cell[interactable] xyxy=(322,1670,352,1700)
side-headline-line1: ସ୍ୱଚ୍ଛ ପାନୀୟ ଜଳ xyxy=(1177,139,1451,181)
svg-text:“: “ xyxy=(420,40,434,68)
twenty-five-years-head: ୨୫ ବର୍ଷ ତଳର xyxy=(1180,1986,1300,2012)
sudoku-cell[interactable]: C xyxy=(322,1850,352,1880)
sudoku-cell[interactable]: 2 xyxy=(82,1670,112,1700)
